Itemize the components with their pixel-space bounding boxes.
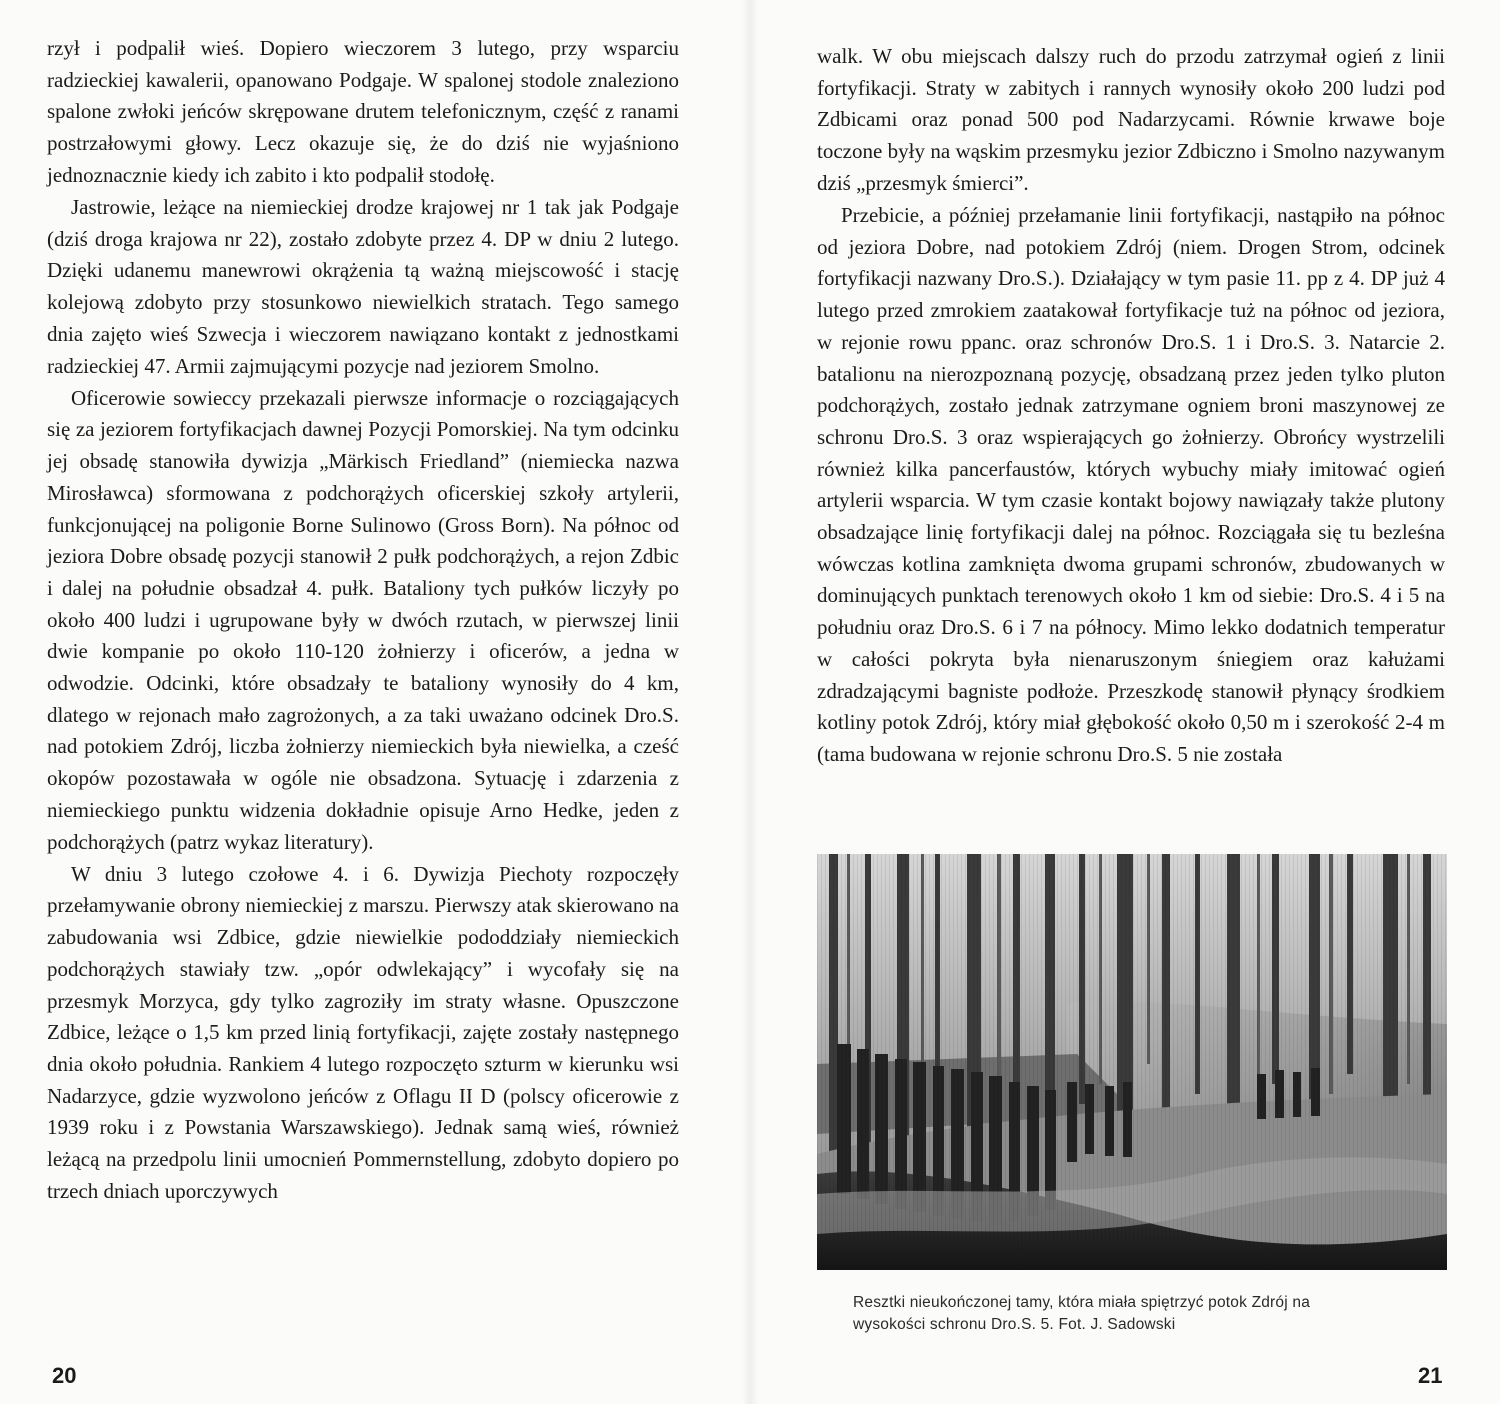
paragraph: Przebicie, a później przełamanie linii fortyfikacji, nastąpiło na północ od jeziora Dobre, nad potokiem Zdrój (niem. Drogen Strom, odcinek fortyfikacji nazwany Dro.S.). Działający w tym pasie 11. pp z 4. DP już 4 lutego przed zmrokiem zaatakował fortyfikacje tuż na północ od jeziora, w rejonie rowu ppanc. oraz schronów Dro.S. 1 i Dro.S. 3. Natarcie 2. batalionu na nierozpoznaną pozycję, obsadzaną przez jeden tylko pluton podchorążych, zostało jednak zatrzymane ogniem broni maszynowej ze schronu Dro.S. 3 oraz wspierających go żołnierzy. Obrońcy wystrzelili również kilka pancerfaustów, których wybuchy miały imitować ogień artylerii wsparcia. W tym czasie kontakt bojowy nawiązały także plutony obsadzające linię fortyfikacji dalej na północ. Rozciągała się tu bezleśna wówczas kotlina zamknięta dwoma grupami schronów, zbudowanych w dominujących punktach terenowych około 1 km od siebie: Dro.S. 4 i 5 na południu oraz Dro.S. 6 i 7 na północy. Mimo lekko dodatnich temperatur w całości pokryta była nienaruszonym śniegiem oraz kałużami zdradzającymi bagniste podłoże. Przeszkodę stanowił płynący środkiem kotliny potok Zdrój, który miał głębokość około 0,50 m i szerokość 2-4 m (tama budowana w rejonie schronu Dro.S. 5 nie została: [817, 203, 1445, 766]
right-page: [750, 0, 1500, 1404]
right-text-column: [817, 41, 1445, 771]
photo-caption: [853, 1292, 1433, 1336]
paragraph: walk. W obu miejscach dalszy ruch do przodu zatrzymał ogień z linii fortyfikacji. Straty w zabitych i rannych wynosiły około 200 ludzi pod Zdbicami oraz ponad 500 pod Nadarzycami. Równie krwawe boje toczone były na wąskim przesmyku jezior Zdbiczno i Smolno nazywanym dziś „przesmyk śmierci”.: [817, 44, 1445, 195]
paragraph: rzył i podpalił wieś. Dopiero wieczorem 3 lutego, przy wsparciu radzieckiej kawalerii, opanowano Podgaje. W spalonej stodole znaleziono spalone zwłoki jeńców skrępowane drutem telefonicznym, część z ranami postrzałowymi głowy. Lecz okazuje się, że do dziś nie wyjaśniono jednoznacznie kiedy ich zabito i kto podpalił stodołę.: [47, 36, 679, 187]
caption-line: Resztki nieukończonej tamy, która miała spiętrzyć potok Zdrój na: [853, 1294, 1311, 1311]
paragraph: Oficerowie sowieccy przekazali pierwsze informacje o rozciągających się za jeziorem fortyfikacjach dawnej Pozycji Pomorskiej. Na tym odcinku jej obsadę stanowiła dywizja „Märkisch Friedland” (niemiecka nazwa Mirosławca) sformowana z podchorążych oficerskiej szkoły artylerii, funkcjonującej na poligonie Borne Sulinowo (Gross Born). Na północ od jeziora Dobre obsadę pozycji stanowił 2 pułk podchorążych, a rejon Zdbic i dalej na południe obsadzał 4. pułk. Bataliony tych pułków liczyły po około 400 ludzi i ugrupowane były w dwóch rzutach, w pierwszej linii dwie kompanie po około 110-120 żołnierzy i oficerów, a jedna w odwodzie. Odcinki, które obsadzały te bataliony wynosiły do 4 km, dlatego w rejonach mało zagrożonych, a za taki uważano odcinek Dro.S. nad potokiem Zdrój, liczba żołnierzy niemieckich była niewielka, a cześć okopów pozostawała w ogóle nie obsadzona. Sytuację i zdarzenia z niemieckiego punktu widzenia dokładnie opisuje Arno Hedke, jeden z podchorążych (patrz wykaz literatury).: [47, 385, 679, 854]
paragraph: W dniu 3 lutego czołowe 4. i 6. Dywizja Piechoty rozpoczęły przełamywanie obrony niemieckiej z marszu. Pierwszy atak skierowano na zabudowania wsi Zdbice, gdzie niewielkie pododdziały niemieckich podchorążych stawiały tzw. „opór odwlekający” i wycofały się na przesmyk Morzyca, gdy tylko zagroziły im straty własne. Opuszczone Zdbice, leżące o 1,5 km przed linią fortyfikacji, zajęte zostały następnego dnia około południa. Rankiem 4 lutego rozpoczęto szturm w kierunku wsi Nadarzyce, gdzie wyzwolono jeńców z Oflagu II D (polscy oficerowie z 1939 roku i z Powstania Warszawskiego). Jednak samą wieś, również leżącą na przedpolu linii umocnień Pommernstellung, zdobyto dopiero po trzech dniach uporczywych: [47, 861, 679, 1203]
left-text-column: [47, 33, 679, 1208]
page-number: 20: [52, 1363, 77, 1388]
caption-line: wysokości schronu Dro.S. 5. Fot. J. Sadowski: [853, 1316, 1176, 1333]
paragraph: Jastrowie, leżące na niemieckiej drodze krajowej nr 1 tak jak Podgaje (dziś droga krajowa nr 22), zostało zdobyte przez 4. DP w dniu 2 lutego. Dzięki udanemu manewrowi okrążenia tą ważną miejscowość i stację kolejową zdobyto przy stosunkowo niewielkich stratach. Tego samego dnia zajęto wieś Szwecja i wieczorem nawiązano kontakt z jednostkami radzieckiej 47. Armii zajmującymi pozycje nad jeziorem Smolno.: [47, 195, 679, 378]
forest-dam-photo: [817, 854, 1447, 1270]
page-number: 21: [1418, 1363, 1443, 1388]
